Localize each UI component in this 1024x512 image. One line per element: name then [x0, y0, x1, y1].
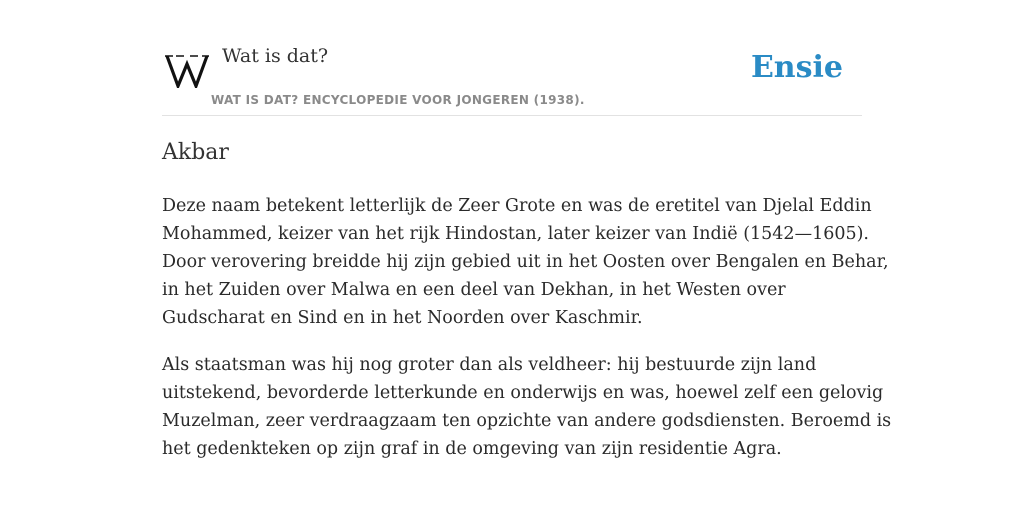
paragraph-line: Deze naam betekent letterlijk de Zeer Grote en was de eretitel van Djelal Eddin	[162, 196, 872, 216]
article-paragraph	[162, 351, 892, 463]
paragraph-line: Mohammed, keizer van het rijk Hindostan, later keizer van Indië (1542—1605).	[162, 224, 869, 244]
brand-logo[interactable]: Ensie	[750, 50, 843, 85]
paragraph-line: in het Zuiden over Malwa en een deel van Dekhan, in het Westen over	[162, 280, 786, 300]
paragraph-line: Als staatsman was hij nog groter dan als veldheer: hij bestuurde zijn land	[162, 355, 817, 375]
article-paragraph	[162, 192, 889, 332]
source-title[interactable]: Wat is dat?	[222, 45, 329, 67]
paragraph-line: Door verovering breidde hij zijn gebied uit in het Oosten over Bengalen en Behar,	[162, 252, 889, 272]
paragraph-line: uitstekend, bevorderde letterkunde en onderwijs en was, hoewel zelf een gelovig	[162, 383, 884, 403]
source-header	[162, 40, 862, 116]
paragraph-line: Muzelman, zeer verdraagzaam ten opzichte van andere godsdiensten. Beroemd is	[162, 411, 892, 431]
wikipedia-w-icon[interactable]	[165, 52, 209, 88]
paragraph-line: het gedenkteken op zijn graf in de omgeving van zijn residentie Agra.	[162, 439, 782, 459]
paragraph-line: Gudscharat en Sind en in het Noorden over Kaschmir.	[162, 308, 643, 328]
article-title: Akbar	[162, 140, 229, 165]
source-subtitle: WAT IS DAT? ENCYCLOPEDIE VOOR JONGEREN (1938).	[211, 93, 585, 107]
